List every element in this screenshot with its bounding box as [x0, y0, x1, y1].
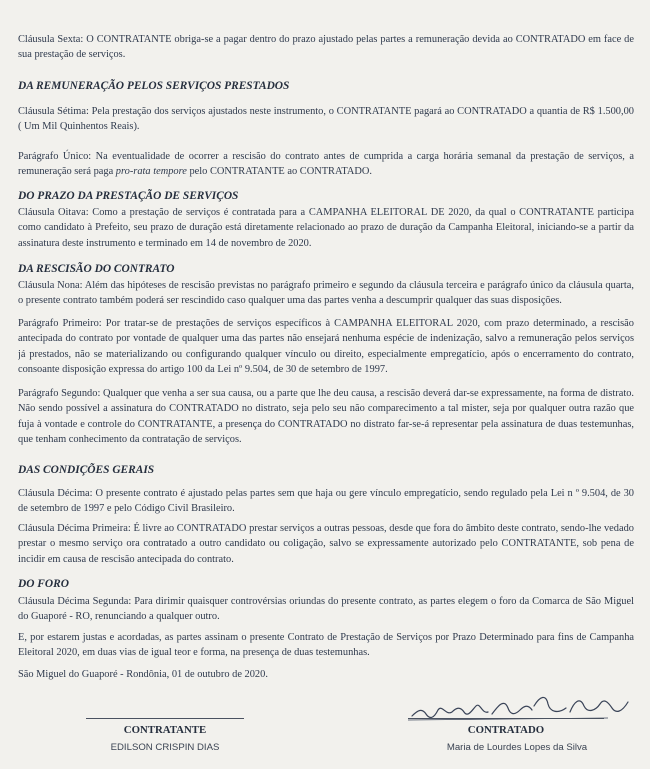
clause-ninth: Cláusula Nona: Além das hipóteses de rescisão previstas no parágrafo primeiro e segundo da cláusula terceira e parágrafo único da cláusula quarta, o presente contrato também poderá ser rescindido caso qualquer uma das partes venha a descumprir qualquer das suas disposições.: [18, 280, 634, 307]
contratado-label: CONTRATADO: [467, 724, 545, 736]
heading-jurisdiction: DO FORO: [18, 578, 69, 590]
clause-seventh: Cláusula Sétima: Pela prestação dos serviços ajustados neste instrumento, o CONTRATANTE pagará ao CONTRATADO a quantia de R$ 1.500,00 ( Um Mil Quinhentos Reais).: [18, 106, 634, 133]
paragraph-first: Parágrafo Primeiro: Por tratar-se de prestações de serviços específicos à CAMPANHA ELEITORAL 2020, com prazo determinado, a rescisão antecipada do contrato por vontade de qualquer uma das partes não ensejará nenhuma espécie de indenização, salvo a remuneração pelos serviços já prestados, não se materializando ou configurando qualquer vínculo ou direito, especialmente empregatício, após o encerramento do contrato, consoante disposição expressa do artigo 100 da Lei nº 9.504, de 30 de setembro de 1997.: [18, 318, 634, 376]
heading-remuneration: DA REMUNERAÇÃO PELOS SERVIÇOS PRESTADOS: [18, 80, 290, 92]
closing-paragraph: E, por estarem justas e acordadas, as partes assinam o presente Contrato de Prestação de Serviços por Prazo Determinado para fins de Campanha Eleitoral 2020, em duas vias de igual teor e forma, na presença de duas testemunhas.: [18, 632, 634, 659]
contratante-label: CONTRATANTE: [123, 724, 207, 736]
heading-general-conditions: DAS CONDIÇÕES GERAIS: [18, 464, 155, 476]
contratado-signature-line: [408, 718, 604, 719]
place-date: São Miguel do Guaporé - Rondônia, 01 de outubro de 2020.: [18, 669, 268, 680]
heading-term: DO PRAZO DA PRESTAÇÃO DE SERVIÇOS: [18, 190, 239, 202]
contratante-signature-line: [86, 718, 244, 719]
contratado-name: Maria de Lourdes Lopes da Silva: [446, 742, 588, 753]
clause-tenth: Cláusula Décima: O presente contrato é ajustado pelas partes sem que haja ou gere vínculo empregatício, sendo regulado pela Lei n º 9.504, de 30 de setembro de 1997 e pelo Código Civil Brasileiro.: [18, 488, 634, 515]
clause-eighth: Cláusula Oitava: Como a prestação de serviços é contratada para a CAMPANHA ELEITORAL DE 2020, da qual o CONTRATANTE participa como candidato à Prefeito, seu prazo de duração está diretamente relacionado ao prazo de duração da Campanha Eleitoral, iniciando-se a partir da assinatura deste instrumento e terminado em 14 de novembro de 2020.: [18, 207, 634, 249]
paragraph-second: Parágrafo Segundo: Qualquer que venha a ser sua causa, ou a parte que lhe deu causa, a rescisão deverá dar-se expressamente, na forma de distrato. Não sendo possível a assinatura do CONTRATADO no distrato, seja pelo seu não comparecimento a tal mister, seja por qualquer outra razão que fuja à vontade e controle do CONTRATANTE, a presença do CONTRATADO no distrato far-se-á representar pela assinatura de duas testemunhas, que tenham conhecimento da contratação de serviços.: [18, 388, 634, 446]
heading-termination: DA RESCISÃO DO CONTRATO: [18, 263, 175, 275]
clause-eleventh: Cláusula Décima Primeira: É livre ao CONTRATADO prestar serviços a outras pessoas, desde que fora do âmbito deste contrato, sendo-lhe vedado prestar o mesmo serviço ora contratado a outro candidato ou coligação, salvo se expressamente autorizado pelo CONTRATANTE, sob pena de incidir em causa de rescisão antecipada do contrato.: [18, 523, 634, 565]
clause-twelfth: Cláusula Décima Segunda: Para dirimir quaisquer controvérsias oriundas do presente contrato, as partes elegem o foro da Comarca de São Miguel do Guaporé - RO, renunciando a qualquer outro.: [18, 596, 634, 623]
clause-sixth: Cláusula Sexta: O CONTRATANTE obriga-se a pagar dentro do prazo ajustado pelas partes a remuneração devida ao CONTRATADO em face de sua prestação de serviços.: [18, 34, 634, 61]
contratante-name: EDILSON CRISPIN DIAS: [110, 742, 220, 753]
sole-paragraph: Parágrafo Único: Na eventualidade de ocorrer a rescisão do contrato antes de cumprida a carga horária semanal da prestação de serviços, a remuneração será paga pro-rata tempore pelo CONTRATANTE ao CONTRATADO.: [18, 151, 634, 178]
